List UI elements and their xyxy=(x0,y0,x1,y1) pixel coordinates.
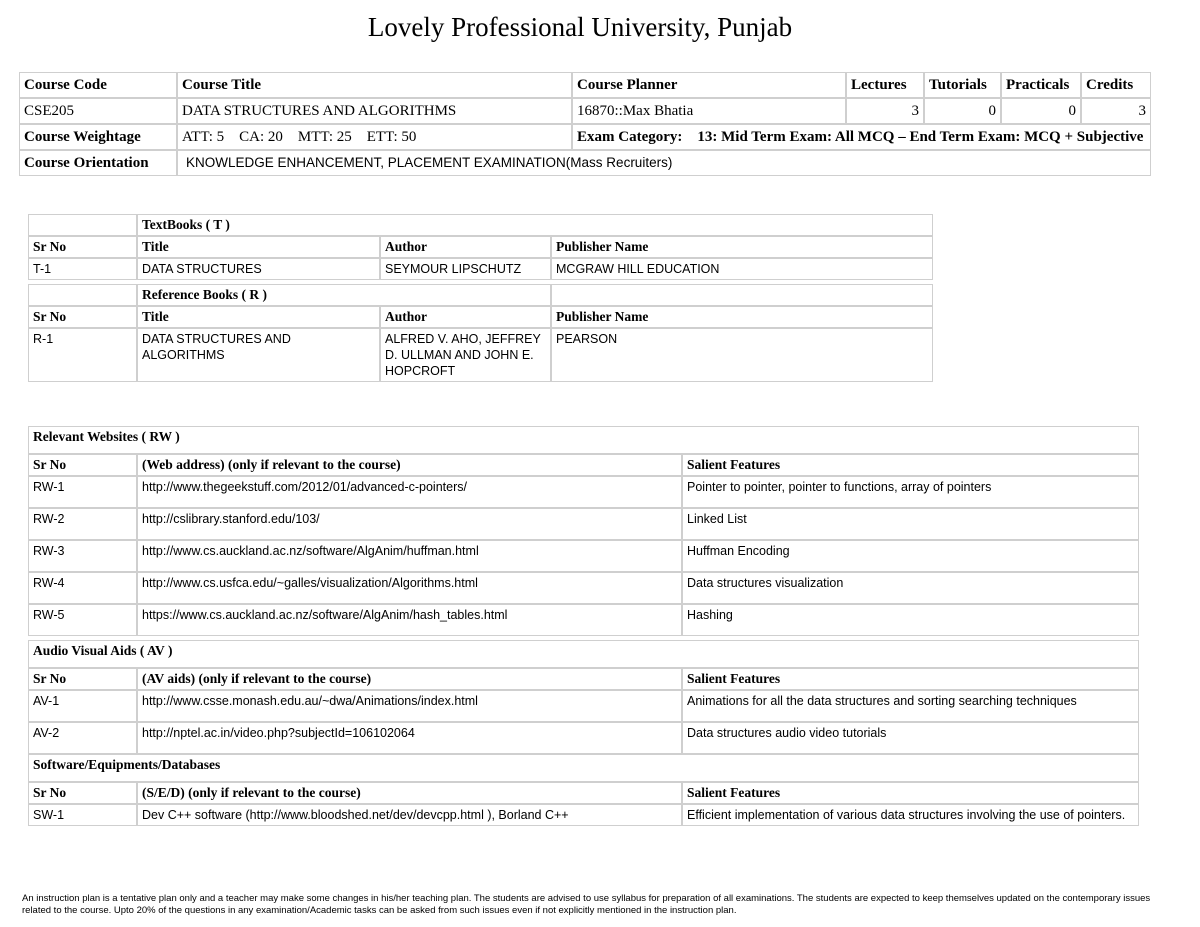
reference-sr: R-1 xyxy=(28,328,137,382)
textbooks-heading: TextBooks ( T ) xyxy=(137,214,933,236)
website-sr: RW-4 xyxy=(28,572,137,604)
credits-value: 3 xyxy=(1081,98,1151,124)
website-features: Data structures visualization xyxy=(682,572,1139,604)
av-aids-table xyxy=(28,640,1139,754)
reference-author: ALFRED V. AHO, JEFFREY D. ULLMAN AND JOHN E. HOPCROFT xyxy=(380,328,551,382)
header-lectures: Lectures xyxy=(846,72,924,98)
av-sr: AV-1 xyxy=(28,690,137,722)
software-address: Dev C++ software (http://www.bloodshed.net/dev/devcpp.html ), Borland C++ xyxy=(137,804,682,826)
header-tutorials: Tutorials xyxy=(924,72,1001,98)
course-code: CSE205 xyxy=(19,98,177,124)
website-address[interactable]: https://www.cs.auckland.ac.nz/software/AlgAnim/hash_tables.html xyxy=(137,604,682,636)
references-heading: Reference Books ( R ) xyxy=(137,284,551,306)
header-practicals: Practicals xyxy=(1001,72,1081,98)
av-heading: Audio Visual Aids ( AV ) xyxy=(28,640,1139,668)
av-col-sr: Sr No xyxy=(28,668,137,690)
website-sr: RW-2 xyxy=(28,508,137,540)
course-weightage-label: Course Weightage xyxy=(19,124,177,150)
website-sr: RW-1 xyxy=(28,476,137,508)
websites-col-address: (Web address) (only if relevant to the course) xyxy=(137,454,682,476)
textbooks-col-title: Title xyxy=(137,236,380,258)
website-features: Pointer to pointer, pointer to functions, array of pointers xyxy=(682,476,1139,508)
textbook-author: SEYMOUR LIPSCHUTZ xyxy=(380,258,551,280)
av-col-address: (AV aids) (only if relevant to the course) xyxy=(137,668,682,690)
exam-category: Exam Category: 13: Mid Term Exam: All MCQ – End Term Exam: MCQ + Subjective xyxy=(572,124,1151,150)
av-features: Animations for all the data structures and sorting searching techniques xyxy=(682,690,1139,722)
course-orientation-label: Course Orientation xyxy=(19,150,177,176)
course-orientation: KNOWLEDGE ENHANCEMENT, PLACEMENT EXAMINATION(Mass Recruiters) xyxy=(177,150,1151,176)
software-col-sr: Sr No xyxy=(28,782,137,804)
website-address[interactable]: http://www.thegeekstuff.com/2012/01/advanced-c-pointers/ xyxy=(137,476,682,508)
textbooks-col-sr: Sr No xyxy=(28,236,137,258)
av-features: Data structures audio video tutorials xyxy=(682,722,1139,754)
reference-publisher: PEARSON xyxy=(551,328,933,382)
website-address[interactable]: http://www.cs.auckland.ac.nz/software/AlgAnim/huffman.html xyxy=(137,540,682,572)
website-features: Huffman Encoding xyxy=(682,540,1139,572)
references-col-sr: Sr No xyxy=(28,306,137,328)
website-address[interactable]: http://cslibrary.stanford.edu/103/ xyxy=(137,508,682,540)
av-address[interactable]: http://nptel.ac.in/video.php?subjectId=106102064 xyxy=(137,722,682,754)
header-course-code: Course Code xyxy=(19,72,177,98)
websites-table xyxy=(28,426,1139,636)
textbooks-col-author: Author xyxy=(380,236,551,258)
references-col-publisher: Publisher Name xyxy=(551,306,933,328)
footer-note: An instruction plan is a tentative plan only and a teacher may make some changes in his/her teaching plan. The students are advised to use syllabus for preparation of all examinations. The students are expected to keep themselves updated on the contemporary issues related to the course. Upto 20% of the questions in any examination/Academic tasks can be asked from such issues even if not explicitly mentioned in the instruction plan. xyxy=(22,893,1151,916)
website-address[interactable]: http://www.cs.usfca.edu/~galles/visualization/Algorithms.html xyxy=(137,572,682,604)
software-features: Efficient implementation of various data structures involving the use of pointers. xyxy=(682,804,1139,826)
websites-heading: Relevant Websites ( RW ) xyxy=(28,426,1139,454)
av-address[interactable]: http://www.csse.monash.edu.au/~dwa/Animations/index.html xyxy=(137,690,682,722)
course-planner: 16870::Max Bhatia xyxy=(572,98,846,124)
software-col-address: (S/E/D) (only if relevant to the course) xyxy=(137,782,682,804)
course-title: DATA STRUCTURES AND ALGORITHMS xyxy=(177,98,572,124)
software-sr: SW-1 xyxy=(28,804,137,826)
header-course-planner: Course Planner xyxy=(572,72,846,98)
textbook-sr: T-1 xyxy=(28,258,137,280)
website-sr: RW-3 xyxy=(28,540,137,572)
software-heading: Software/Equipments/Databases xyxy=(28,754,1139,782)
course-weightage: ATT: 5 CA: 20 MTT: 25 ETT: 50 xyxy=(177,124,572,150)
references-col-author: Author xyxy=(380,306,551,328)
page-title: Lovely Professional University, Punjab xyxy=(367,12,793,42)
website-sr: RW-5 xyxy=(28,604,137,636)
course-info-table xyxy=(19,72,1151,176)
textbooks-col-publisher: Publisher Name xyxy=(551,236,933,258)
lectures-value: 3 xyxy=(846,98,924,124)
tutorials-value: 0 xyxy=(924,98,1001,124)
header-credits: Credits xyxy=(1081,72,1151,98)
software-col-features: Salient Features xyxy=(682,782,1139,804)
av-sr: AV-2 xyxy=(28,722,137,754)
website-features: Hashing xyxy=(682,604,1139,636)
av-col-features: Salient Features xyxy=(682,668,1139,690)
website-features: Linked List xyxy=(682,508,1139,540)
header-course-title: Course Title xyxy=(177,72,572,98)
websites-col-sr: Sr No xyxy=(28,454,137,476)
websites-col-features: Salient Features xyxy=(682,454,1139,476)
reference-title: DATA STRUCTURES AND ALGORITHMS xyxy=(137,328,380,382)
books-table xyxy=(28,214,933,382)
textbook-publisher: MCGRAW HILL EDUCATION xyxy=(551,258,933,280)
practicals-value: 0 xyxy=(1001,98,1081,124)
software-table xyxy=(28,754,1139,826)
references-col-title: Title xyxy=(137,306,380,328)
textbook-title: DATA STRUCTURES xyxy=(137,258,380,280)
